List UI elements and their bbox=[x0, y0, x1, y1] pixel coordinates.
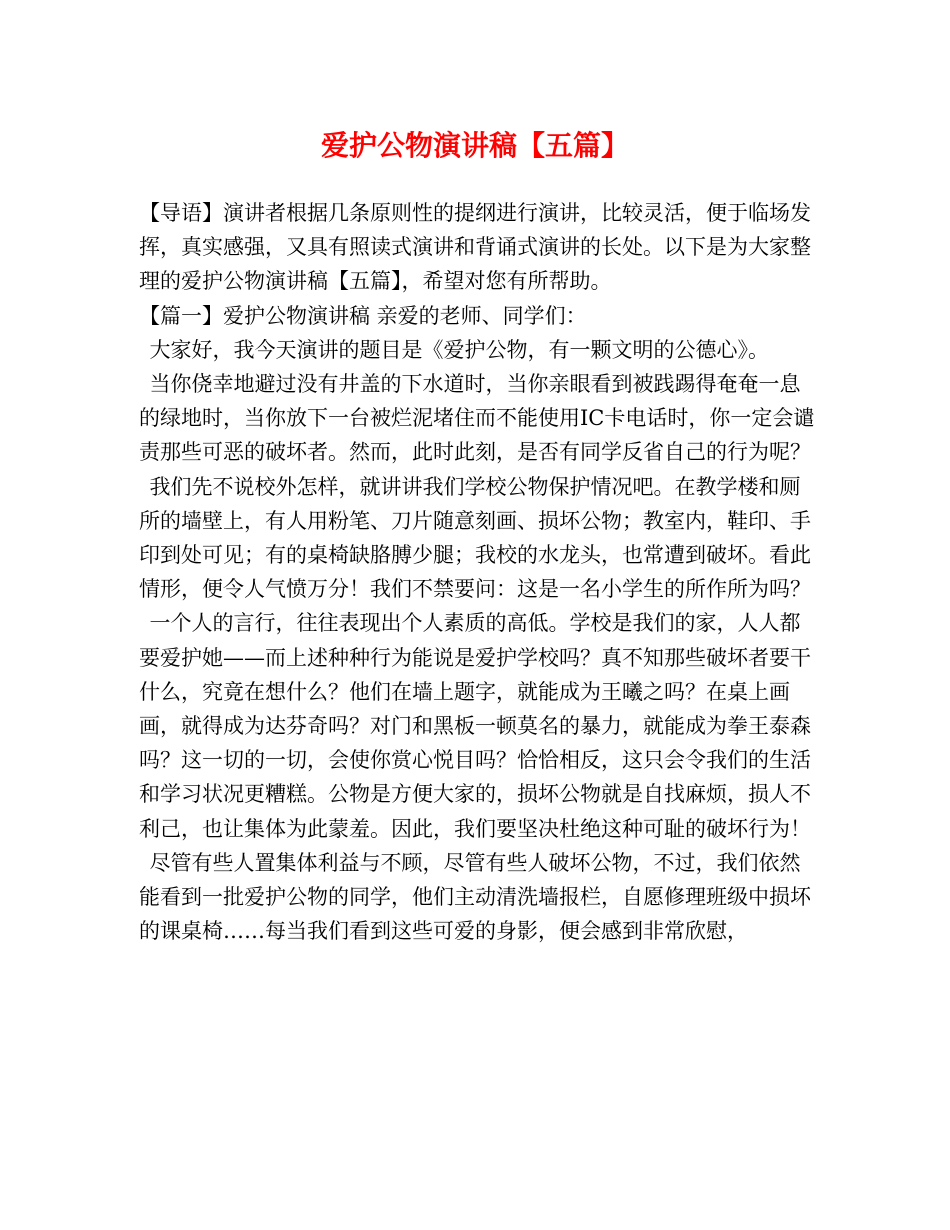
document-body bbox=[139, 196, 819, 948]
section-one-heading: 【篇一】爱护公物演讲稿 亲爱的老师、同学们： bbox=[139, 303, 587, 328]
document-title: 爱护公物演讲稿【五篇】 bbox=[320, 129, 629, 162]
body-paragraph: 大家好，我今天演讲的题目是《爱护公物，有一颗文明的公德心》。 bbox=[149, 337, 769, 362]
body-paragraph: 当你侥幸地避过没有井盖的下水道时，当你亲眼看到被践踢得奄奄一息的绿地时，当你放下一台被烂泥堵住而不能使用IC卡电话时，你一定会谴责那些可恶的破坏者。然而，此时此刻，是否有同学反省自己的行为呢？ bbox=[139, 372, 815, 465]
body-paragraph: 我们先不说校外怎样，就讲讲我们学校公物保护情况吧。在教学楼和厕所的墙壁上，有人用粉笔、刀片随意刻画、损坏公物；教室内，鞋印、手印到处可见；有的桌椅缺胳膊少腿；我校的水龙头，也常遭到破坏。看此情形，便令人气愤万分！我们不禁要问：这是一名小学生的所作所为吗？ bbox=[139, 474, 811, 602]
intro-paragraph: 【导语】演讲者根据几条原则性的提纲进行演讲，比较灵活，便于临场发挥，真实感强，又具有照读式演讲和背诵式演讲的长处。以下是为大家整理的爱护公物演讲稿【五篇】，希望对您有所帮助。 bbox=[139, 201, 811, 294]
body-paragraph: 尽管有些人置集体利益与不顾，尽管有些人破坏公物，不过，我们依然能看到一批爱护公物的同学，他们主动清洗墙报栏，自愿修理班级中损坏的课桌椅……每当我们看到这些可爱的身影，便会感到非常欣慰， bbox=[139, 850, 811, 944]
body-paragraph: 一个人的言行，往往表现出个人素质的高低。学校是我们的家，人人都要爱护她——而上述种种行为能说是爱护学校吗？真不知那些破坏者要干什么，究竟在想什么？他们在墙上题字，就能成为王曦之吗？在桌上画画，就得成为达芬奇吗？对门和黑板一顿莫名的暴力，就能成为拳王泰森吗？这一切的一切，会使你赏心悦目吗？恰恰相反，这只会令我们的生活和学习状况更糟糕。公物是方便大家的，损坏公物就是自找麻烦，损人不利己，也让集体为此蒙羞。因此，我们要坚决杜绝这种可耻的破坏行为！ bbox=[139, 611, 811, 841]
